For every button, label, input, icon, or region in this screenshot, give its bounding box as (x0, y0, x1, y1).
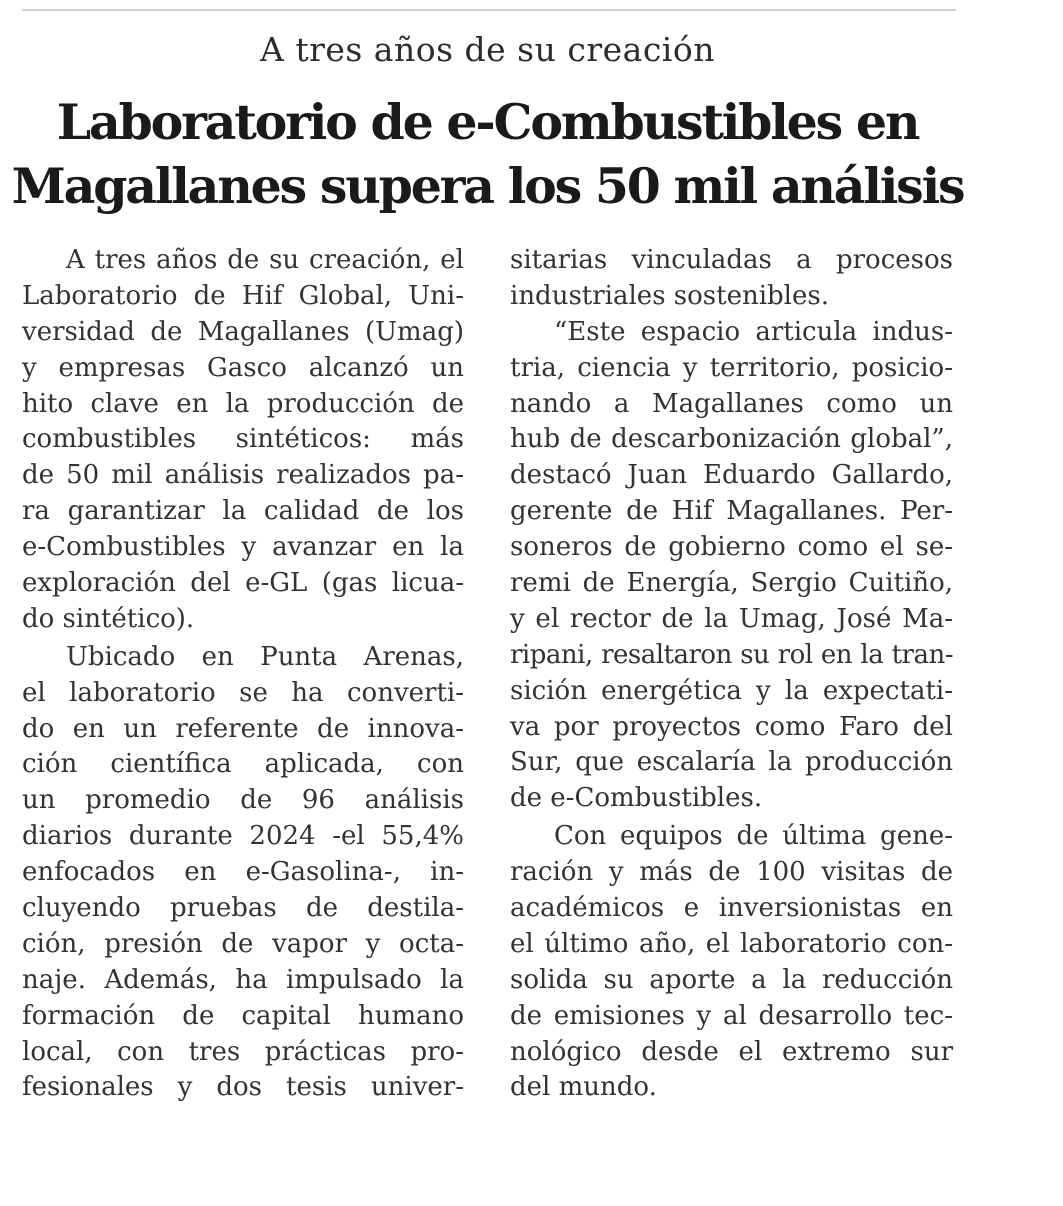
top-divider (22, 9, 956, 11)
text-line: diarios durante 2024 -el 55,4% (22, 821, 464, 852)
text-line: cluyendo pruebas de destila- (22, 893, 464, 924)
text-line: de emisiones y al desarrollo tec- (510, 1000, 953, 1031)
text-line: de 50 mil análisis realizados pa- (22, 460, 464, 491)
text-line: nando a Magallanes como un (510, 388, 953, 419)
article-column-right (510, 243, 953, 1106)
article-column-left (22, 243, 464, 1106)
text-line: A tres años de su creación, el (66, 245, 464, 275)
text-line: hub de descarbonización global”, (510, 424, 953, 455)
text-line: tria, ciencia y territorio, posicio- (510, 352, 953, 383)
text-line: nológico desde el extremo sur (510, 1036, 953, 1067)
text-line: industriales sostenibles. (510, 280, 829, 311)
article-kicker: A tres años de su creación (260, 30, 715, 69)
text-line: un promedio de 96 análisis (22, 785, 464, 816)
text-line: ra garantizar la calidad de los (22, 496, 464, 527)
text-line: hito clave en la producción de (22, 388, 464, 419)
text-line: ración y más de 100 visitas de (510, 857, 953, 888)
text-line: destacó Juan Eduardo Gallardo, (510, 460, 953, 491)
text-line: enfocados en e-Gasolina-, in- (22, 857, 464, 888)
text-line: solida su aporte a la reducción (510, 964, 953, 995)
text-line: local, con tres prácticas pro- (22, 1036, 464, 1067)
text-line: formación de capital humano (22, 1000, 464, 1031)
text-line: remi de Energía, Sergio Cuitiño, (510, 568, 953, 599)
text-line: sitarias vinculadas a procesos (510, 245, 953, 275)
text-line: do en un referente de innova- (22, 713, 464, 744)
text-line: do sintético). (22, 603, 195, 634)
text-line: Laboratorio de Hif Global, Uni- (22, 280, 464, 311)
text-line: combustibles sintéticos: más (22, 424, 464, 455)
headline-line: Magallanes supera los 50 mil análisis (11, 157, 964, 215)
text-line: y empresas Gasco alcanzó un (22, 352, 464, 383)
article-headline (0, 90, 975, 218)
text-line: naje. Además, ha impulsado la (22, 964, 464, 995)
text-line: académicos e inversionistas en (510, 893, 953, 924)
text-line: soneros de gobierno como el se- (510, 532, 953, 563)
text-line: fesionales y dos tesis univer- (22, 1072, 464, 1103)
text-line: el laboratorio se ha converti- (22, 677, 464, 708)
text-line: Sur, que escalaría la producción (510, 747, 953, 778)
text-line: ripani, resaltaron su rol en la tran- (510, 639, 953, 670)
text-line: del mundo. (510, 1072, 657, 1103)
text-line: Con equipos de última gene- (554, 821, 953, 852)
text-line: versidad de Magallanes (Umag) (22, 316, 464, 347)
text-line: y el rector de la Umag, José Ma- (510, 603, 953, 634)
text-line: sición energética y la expectati- (510, 675, 953, 706)
text-line: de e-Combustibles. (510, 783, 763, 814)
text-line: ción, presión de vapor y octa- (22, 928, 464, 959)
text-line: “Este espacio articula indus- (554, 316, 953, 347)
text-line: Ubicado en Punta Arenas, (66, 641, 464, 672)
text-line: el último año, el laboratorio con- (510, 928, 953, 959)
headline-line: Laboratorio de e-Combustibles en (56, 93, 919, 151)
text-line: gerente de Hif Magallanes. Per- (510, 496, 953, 527)
text-line: ción científica aplicada, con (22, 749, 464, 780)
text-line: exploración del e-GL (gas licua- (22, 568, 464, 599)
text-line: va por proyectos como Faro del (510, 711, 953, 742)
text-line: e-Combustibles y avanzar en la (22, 532, 464, 563)
